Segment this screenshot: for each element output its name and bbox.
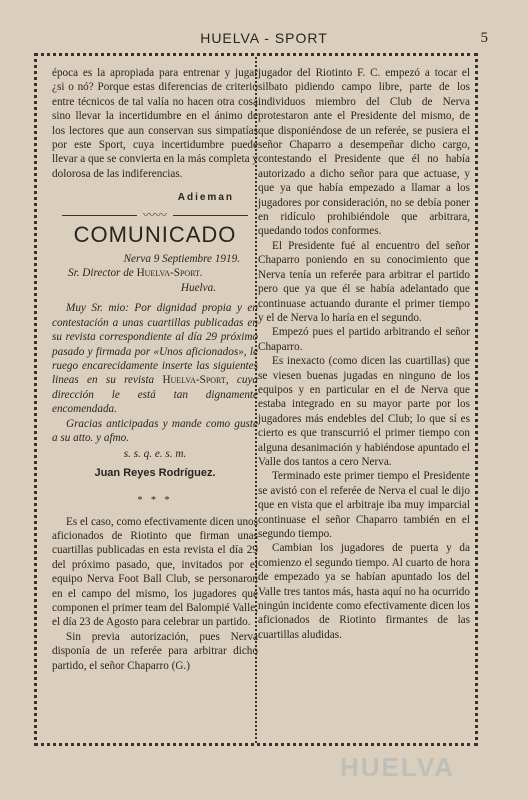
asterism-icon: * * * [137, 495, 173, 507]
ornament-divider [62, 208, 248, 224]
article-end-paragraph: época es la apropiada para entrenar y jugar ¿si o nó? Porque estas diferencias de criterio entre técnicos de tal valía no hacen otra cosa sino llevar la incertidumbre en el ánimo de los lectores que aun conservan sus simpatías por este Sport, cuya incertidumbre puede llevar a que se convierta en la más completa y dolorosa de las indiferencias. [52, 67, 258, 180]
letter-dateline: Nerva 9 Septiembre 1919. [123, 253, 240, 266]
paragraph: Terminado este primer tiempo el Presidente se avistó con el referée de Nerva el cual le dijo que en vista que el arbitraje iba muy imparcial continuase el señor Chaparro también en el segundo tiempo. [258, 470, 470, 540]
letter-city: Huelva. [180, 281, 216, 294]
library-watermark: HUELVA [340, 752, 456, 782]
magazine-title: HUELVA - SPORT [200, 30, 328, 46]
paragraph: Es el caso, como efectivamente dicen unos aficionados de Riotinto que firman unas cuartillas publicadas en esta revista el día 29 del próximo pasado, que, invitados por el equipo Nerva Foot Ball Club, se personaron en el campo del mismo, los jugadores que componen el primer team del Balompié Valle, el día 23 de Agosto para celebrar un partido. [52, 515, 258, 629]
right-column [258, 66, 470, 642]
letter-addressee: Sr. Director de Huelva-Sport. [68, 267, 203, 280]
paragraph: Cambian los jugadores de puerta y da comienzo el segundo tiempo. Al cuarto de hora de empezado ya se habían apuntado los del Valle tres tantos más, hasta aquí no ha ocurrido ningún incidente como efectivamente dicen los aficionados de Riotinto firmantes de las cuartillas aludidas. [258, 542, 470, 641]
paragraph: El Presidente fué al encuentro del señor Chaparro poniendo en su conocimiento que Nerva tenía un referée para arbitrar el partido pero que ya que él se había adelantado que continuase actuando durante el primer tiempo y el de Nerva lo haría en el segundo. [258, 239, 470, 324]
paragraph: Empezó pues el partido arbitrando el señor Chaparro. [258, 326, 470, 353]
wave-ornament-icon: 〰〰 [137, 208, 173, 222]
letter-signer: Juan Reyes Rodríguez. [94, 466, 216, 479]
letter-thanks: Gracias anticipadas y mande como guste a su atto. y afmo. [52, 417, 258, 444]
paragraph: Es inexacto (como dicen las cuartillas) que se viesen buenas jugadas en ninguno de los equipos y en particular en el de Nerva que estaba integrado en su mayor parte por los jugadores más endebles del Club; lo que sí es cierto es que transcurrió el primer tiempo con alguna desanimación y habiéndose apuntado el Valle dos tantos a cero Nerva. [258, 355, 470, 468]
page-number: 5 [480, 30, 488, 46]
paragraph: jugador del Riotinto F. C. empezó a tocar el silbato pidiendo campo libre, parte de los individuos miembro del Club de Nerva protestaron ante el Presidente del mismo, de que disponiéndose de un referée, se pusiera el señor Chaparro a desempeñar dicho cargo, contestando el Presidente que él no había autorizado a dicho señor para que actuase, y que ya que había empezado a llamar a los jugadores por consideración, no se debía poner en ridículo prohibiéndole que arbitrara, quedando todos conformes. [258, 67, 470, 238]
page-header [40, 30, 488, 52]
left-column [52, 66, 258, 673]
section-heading: COMUNICADO [73, 221, 237, 247]
letter-closing: s. s. q. e. s. m. [123, 448, 187, 461]
letter-body: Muy Sr. mio: Por dignidad propia y en contestación a unas cuartillas publicadas en su revista correspondiente al día 29 próximo pasado y firmada por «Unos aficionados», le ruego encarecidamente inserte las siguientes lineas en su revista Huelva-Sport, cuya dirección le está tan dignamente encomendada. [52, 302, 259, 416]
author-signature: Adieman [177, 192, 234, 204]
paragraph: Sin previa autorización, pues Nerva disponía de un referée para arbitrar dicho partido, el señor Chaparro (G.) [52, 630, 258, 672]
